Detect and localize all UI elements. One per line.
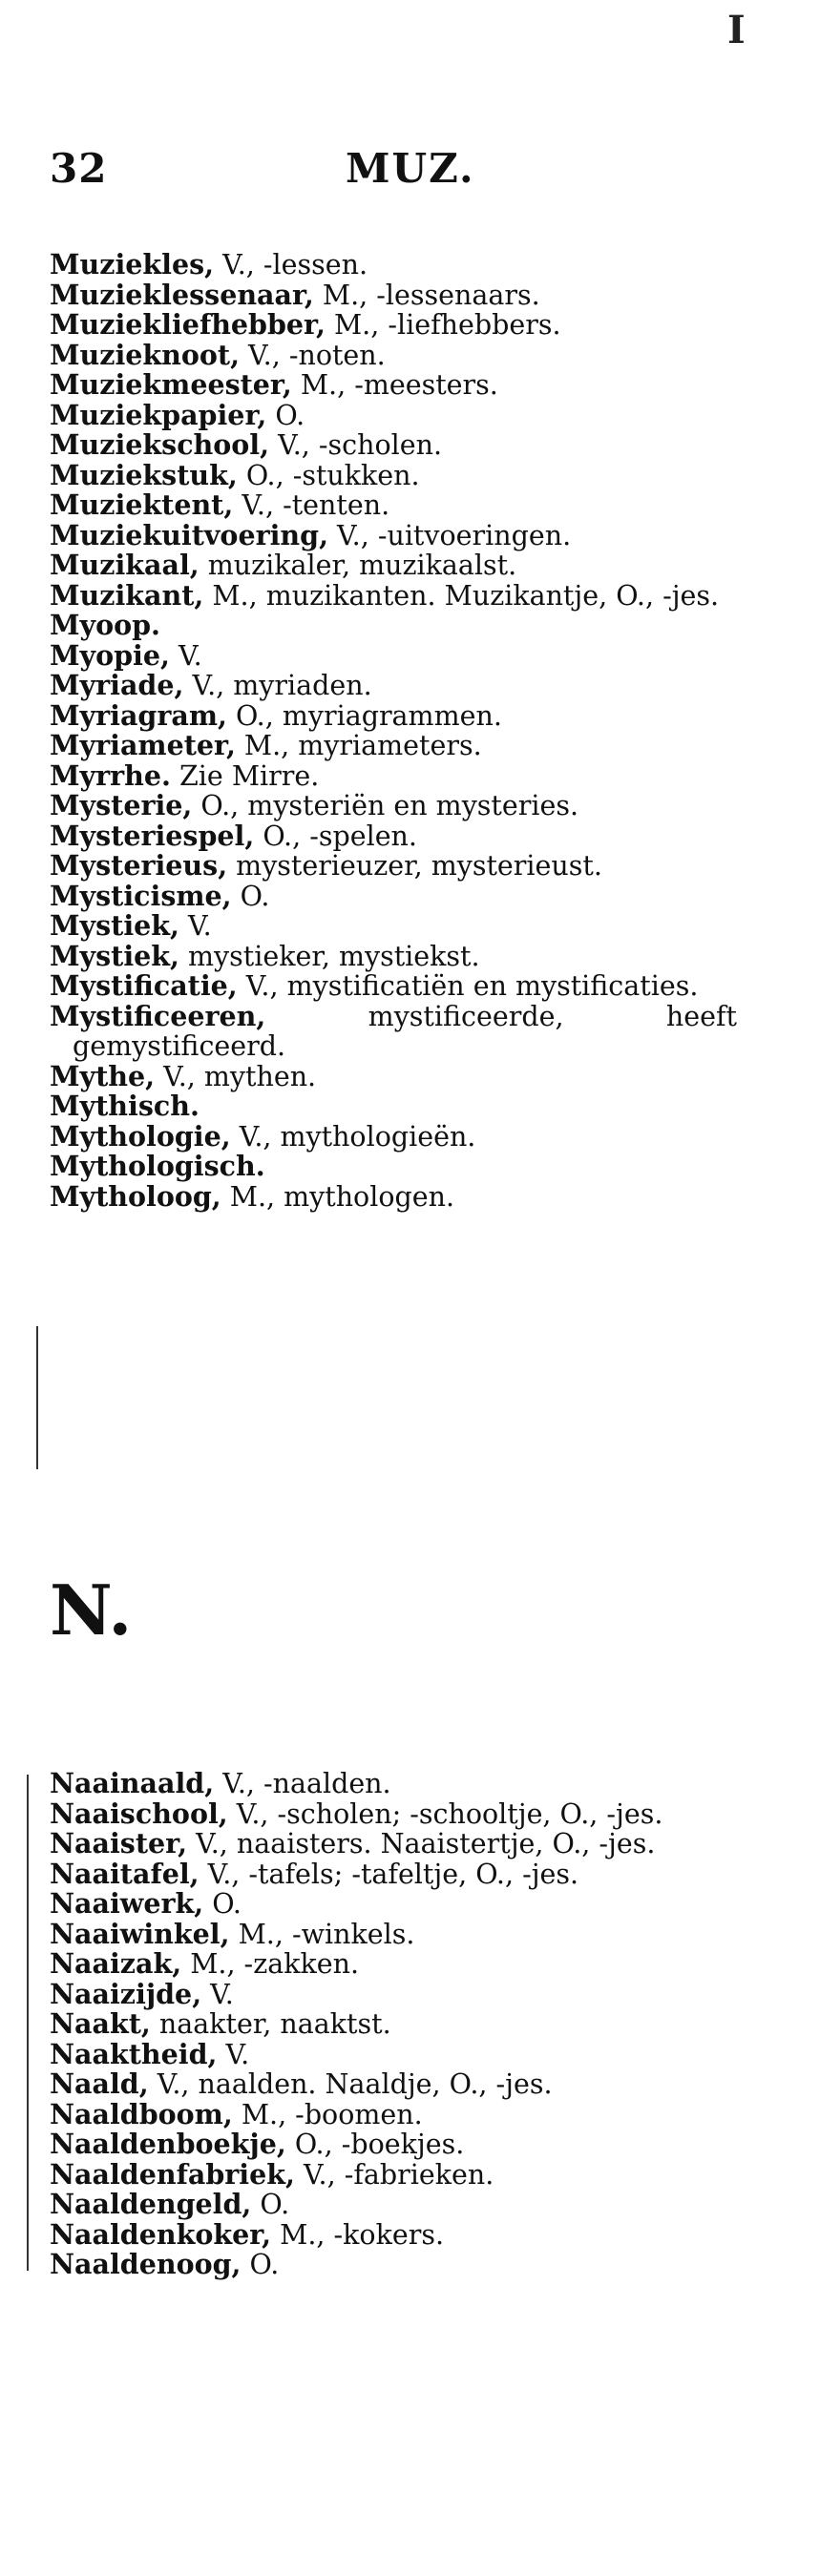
entry-headword: Naainaald, [50,1767,215,1799]
entry-headword: Myoop. [50,609,160,641]
dictionary-entry [50,2157,737,2191]
dictionary-entry [50,879,737,912]
dictionary-entry [50,2069,737,2100]
entry-headword: Mythologie, [50,1119,231,1153]
entry-headword: Naaldenoog, [50,2248,242,2280]
entry-headword: Muzieknoot, [50,338,240,371]
entry-definition: M., mythologen. [221,1180,455,1213]
entry-headword: Mysticisme, [50,879,232,912]
entry-definition: O. [251,2189,290,2220]
entry-headword: Muzieklessenaar, [50,278,314,311]
entry-definition: V., -tenten. [233,489,390,521]
entry-definition: mystieker, mystiekst. [179,940,480,972]
entry-definition: V. [179,910,212,942]
entry-headword: Muziektent, [50,488,234,521]
dictionary-entry [50,2250,737,2280]
entry-definition: V., -fabrieken. [294,2158,494,2191]
entry-list-muz [50,250,737,1212]
entry-headword: Muziekuitvoering, [50,518,328,551]
dictionary-entry [50,2097,737,2130]
dictionary-entry [50,1829,737,1859]
entry-definition: V., -uitvoeringen. [328,519,572,551]
dictionary-entry [50,1859,737,1890]
dictionary-entry [50,698,737,732]
entry-definition: V., -scholen; -schooltje, O., -jes. [227,1797,663,1830]
entry-definition: V. [169,639,202,672]
dictionary-entry [50,2190,737,2220]
entry-headword: Mythologisch. [50,1150,265,1182]
entry-definition: M., -zakken. [181,1948,360,1980]
dictionary-entry [50,398,737,431]
dictionary-entry [50,971,737,1002]
dictionary-entry [50,1091,737,1122]
dictionary-entry [50,638,737,672]
entry-headword: Myrrhe. [50,758,171,792]
dictionary-entry [50,851,737,882]
dictionary-entry [50,458,737,491]
entry-headword: Muzikaal, [50,549,200,581]
entry-headword: Mythe, [50,1059,156,1092]
running-head: MUZ. [346,145,475,192]
entry-headword: Muzikant, [50,578,204,612]
entry-definition: M., -meesters. [291,369,498,401]
entry-headword: Naaizak, [50,1947,182,1980]
entry-headword: Naaitafel, [50,1857,200,1890]
entry-definition: V., mystificatiën en mystificaties. [237,970,699,1002]
entry-headword: Muziekliefhebber, [50,308,326,341]
entry-headword: Naald, [50,2067,149,2100]
entry-headword: Naakt, [50,2007,151,2040]
entry-definition: M., -winkels. [229,1918,415,1950]
dictionary-entry [50,2009,737,2040]
entry-definition: mysterieuzer, mysterieust. [227,850,602,882]
dictionary-entry [50,671,737,701]
entry-definition: O., myriagrammen. [226,699,502,732]
entry-definition: V., mythologieën. [230,1120,476,1153]
entry-headword: Naaister, [50,1827,188,1859]
entry-definition: V., myriaden. [183,670,372,701]
entry-definition: V. [217,2038,250,2070]
entry-headword: Mystificatie, [50,969,238,1002]
entry-definition: V., -tafels; -tafeltje, O., -jes. [199,1858,579,1890]
entry-definition: V., -scholen. [269,429,443,461]
entry-definition: O. [241,2249,280,2280]
entry-headword: Mystiek, [50,939,179,972]
dictionary-entry [50,578,737,612]
entry-definition: O., -stukken. [237,459,420,491]
dictionary-entry [50,280,737,311]
dictionary-entry [50,310,737,341]
entry-headword: Naaldengeld, [50,2188,252,2220]
dictionary-entry [50,551,737,581]
entry-headword: Mysteriespel, [50,819,255,852]
entry-headword: Mystiek, [50,909,179,942]
entry-definition: O., mysteriën en mysteries. [192,790,579,821]
dictionary-entry [50,999,737,1062]
dictionary-entry [50,939,737,972]
entry-definition: M., -liefhebbers. [325,309,561,341]
entry-definition: muzikaler, muzikaalst. [199,550,517,581]
entry-definition: M., muzikanten. Muzikantje, O., -jes. [203,579,720,612]
entry-definition: V., mythen. [155,1060,317,1092]
dictionary-entry [50,490,737,521]
entry-headword: Naaldenboekje, [50,2128,286,2160]
entry-definition: V., -naalden. [214,1768,391,1799]
dictionary-entry [50,370,737,401]
entry-definition: V. [201,1978,234,2010]
entry-headword: Naaldenkoker, [50,2217,272,2251]
entry-definition: M., -boomen. [232,2098,423,2130]
entry-headword: Muziekpapier, [50,398,267,431]
entry-headword: Myriameter, [50,729,236,761]
entry-definition: V., naaisters. Naaistertje, O., -jes. [187,1828,656,1859]
entry-headword: Muziekmeester, [50,368,292,401]
entry-headword: Mystificeeren, [50,999,266,1032]
entry-list-n [50,1769,737,2280]
dictionary-entry [50,1769,737,1799]
entry-headword: Mythisch. [50,1090,200,1122]
dictionary-entry [50,1949,737,1980]
entry-headword: Muziekschool, [50,428,270,461]
dictionary-entry [50,338,737,371]
margin-rule [27,1775,29,2271]
dictionary-entry [50,821,737,852]
dictionary-entry [50,1059,737,1092]
entry-headword: Naaiwerk, [50,1887,204,1920]
margin-rule [36,1326,38,1469]
entry-headword: Mysterie, [50,789,193,821]
entry-definition: Zie Mirre. [170,759,320,792]
entry-headword: Mytholoog, [50,1179,221,1213]
entry-definition: O., -boekjes. [285,2129,465,2160]
entry-headword: Naaldboom, [50,2097,233,2130]
section-letter: N. [50,1569,133,1651]
dictionary-entry [50,2037,737,2070]
dictionary-entry [50,731,737,761]
entry-headword: Naaizijde, [50,1977,202,2010]
dictionary-entry [50,2129,737,2160]
entry-headword: Naaldenfabriek, [50,2157,295,2191]
dictionary-entry [50,518,737,551]
corner-mark: I [727,8,746,52]
dictionary-entry [50,1119,737,1153]
dictionary-entry [50,2217,737,2251]
dictionary-entry [50,1152,737,1182]
entry-definition: M., myriameters. [235,730,482,761]
entry-headword: Myriade, [50,669,184,701]
dictionary-entry [50,911,737,942]
entry-definition: V., -noten. [240,339,386,371]
page-number: 32 [50,145,108,192]
entry-definition: M., -kokers. [271,2218,445,2251]
dictionary-entry [50,791,737,821]
dictionary-entry [50,430,737,461]
entry-headword: Myopie, [50,638,170,672]
entry-definition: mystificeerde, heeft gemystificeerd. [73,1000,737,1062]
dictionary-entry [50,1917,737,1950]
entry-headword: Naaktheid, [50,2037,218,2070]
dictionary-entry [50,1799,737,1830]
entry-definition: V., naalden. Naaldje, O., -jes. [148,2068,553,2100]
entry-definition: M., -lessenaars. [313,279,540,311]
dictionary-entry [50,250,737,280]
dictionary-entry [50,611,737,641]
entry-definition: O. [203,1888,242,1920]
entry-definition: O. [266,399,305,431]
entry-headword: Muziekles, [50,248,215,280]
entry-headword: Naaiwinkel, [50,1917,230,1950]
entry-headword: Naaischool, [50,1797,228,1830]
dictionary-entry [50,1889,737,1920]
entry-definition: naakter, naaktst. [150,2008,391,2040]
entry-headword: Mysterieus, [50,849,228,882]
entry-definition: V., -lessen. [214,249,368,280]
entry-definition: O., -spelen. [254,820,417,852]
entry-definition: O. [231,880,270,912]
dictionary-entry [50,758,737,792]
entry-headword: Myriagram, [50,698,227,732]
entry-headword: Muziekstuk, [50,458,238,491]
dictionary-entry [50,1977,737,2010]
dictionary-entry [50,1179,737,1213]
